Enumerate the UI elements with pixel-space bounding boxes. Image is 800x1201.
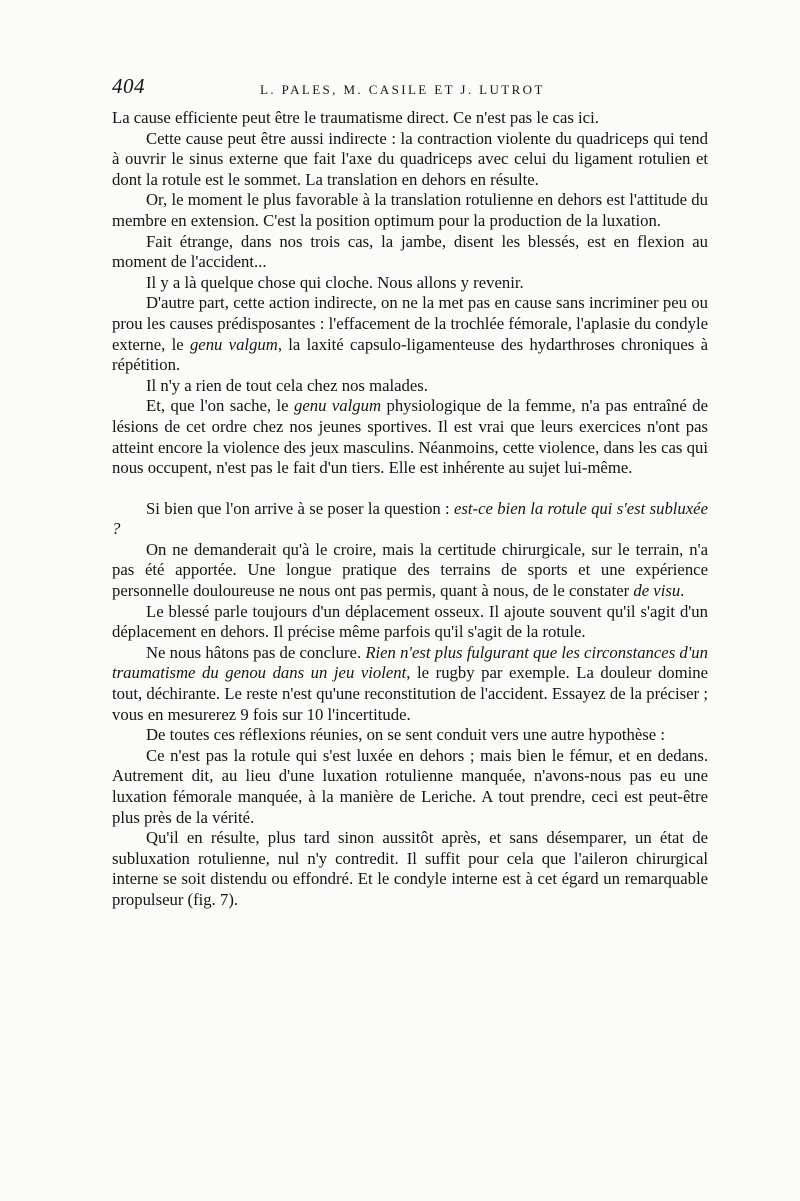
paragraph [112,746,708,828]
paragraph-text: Et, que l'on sache, le [146,396,294,416]
paragraph [112,190,708,231]
paragraph-text: D'autre part, cette action indirecte, on ne la met pas en cause sans incriminer peu ou prou les causes prédisposantes : l'effacement de la trochlée fémorale, l'aplasie du condyle externe, le [112,293,708,354]
paragraph [112,273,708,294]
italic-term: genu valgum [293,396,382,416]
paragraph [112,232,708,273]
paragraph-text: De toutes ces réflexions réunies, on se sent conduit vers une autre hypothèse : [146,725,666,745]
paragraph-text: . [680,581,685,601]
paragraph [112,643,708,725]
paragraph [112,725,708,746]
paragraph-text: Cette cause peut être aussi indirecte : la contraction violente du quadriceps qui tend à ouvrir le sinus externe que fait l'axe du quadriceps avec celui du ligament rotulien et dont la rotule est le sommet. La translation en dehors en résulte. [112,128,708,189]
italic-statement: Rien n'est plus fulgurant que les circonstances d'un traumatisme du genou dans un jeu violent [112,642,708,683]
paragraph [112,293,708,375]
running-head: L. PALES, M. CASILE ET J. LUTROT [260,82,545,97]
paragraph [112,828,708,910]
paragraph-text: La cause efficiente peut être le traumatisme direct. Ce n'est pas le cas ici. [112,108,599,127]
paragraph-text: , la laxité capsulo-ligamenteuse des hydarthroses chroniques à répétition. [112,334,708,375]
paragraph [112,602,708,643]
paragraph-text: Si bien que l'on arrive à se poser la question : [146,498,454,518]
italic-term: genu valgum [189,334,278,354]
italic-term: de visu [633,581,681,601]
paragraph-text: physiologique de la femme, n'a pas entraîné de lésions de cet ordre chez nos jeunes sportives. Il est vrai que leurs exercices n'ont pas atteint encore la violence des jeux masculins. Néanmoins, cette violence, dans les cas qui nous occupent, n'est pas le fait d'un tiers. Elle est inhérente au sujet lui-même. [112,396,708,478]
paragraph-text: , le rugby par exemple. La douleur domine tout, déchirante. Le reste n'est qu'une reconstitution de l'accident. Essayez de la préciser ; vous en mesurerez 9 fois sur 10 l'incertitude. [112,663,709,724]
paragraph-text: On ne demanderait qu'à le croire, mais la certitude chirurgicale, sur le terrain, n'a pas été apportée. Une longue pratique des terrains de sports et une expérience personnelle douloureuse ne nous ont pas permis, quant à nous, de le constater [112,539,708,601]
paragraph-text: Qu'il en résulte, plus tard sinon aussitôt après, et sans désemparer, un état de subluxation rotulienne, nul n'y contredit. Il suffit pour cela que l'aileron chirurgical interne se soit distendu ou effondré. Et le condyle interne est à cet égard un remarquable propulseur (fig. 7). [112,828,708,909]
body-text [112,108,708,911]
paragraph [112,499,708,540]
paragraph-text: Il n'y a rien de tout cela chez nos malades. [146,375,428,395]
journal-page [112,74,708,911]
paragraph-text: Or, le moment le plus favorable à la translation rotulienne en dehors est l'attitude du membre en extension. C'est la position optimum pour la production de la luxation. [112,190,708,230]
paragraph [112,376,708,397]
paragraph-text: Le blessé parle toujours d'un déplacement osseux. Il ajoute souvent qu'il s'agit d'un déplacement en dehors. Il précise même parfois qu'il s'agit de la rotule. [112,601,708,642]
page-number: 404 [112,74,145,98]
paragraph [112,129,708,191]
page-header [112,74,708,108]
paragraph [112,396,708,478]
paragraph [112,108,708,129]
paragraph-text: Ce n'est pas la rotule qui s'est luxée en dehors ; mais bien le fémur, et en dedans. Autrement dit, au lieu d'une luxation rotulienne manquée, n'avons-nous pas eu une luxation fémorale manquée, à la manière de Leriche. A tout prendre, ceci est peut-être plus près de la vérité. [112,745,708,827]
paragraph-text: Il y a là quelque chose qui cloche. Nous allons y revenir. [146,272,524,292]
paragraph-text: Fait étrange, dans nos trois cas, la jambe, disent les blessés, est en flexion au moment de l'accident... [112,231,708,272]
paragraph [112,540,708,602]
italic-question: est-ce bien la rotule qui s'est subluxée ? [112,498,708,539]
paragraph-text: Ne nous hâtons pas de conclure. [146,642,366,662]
